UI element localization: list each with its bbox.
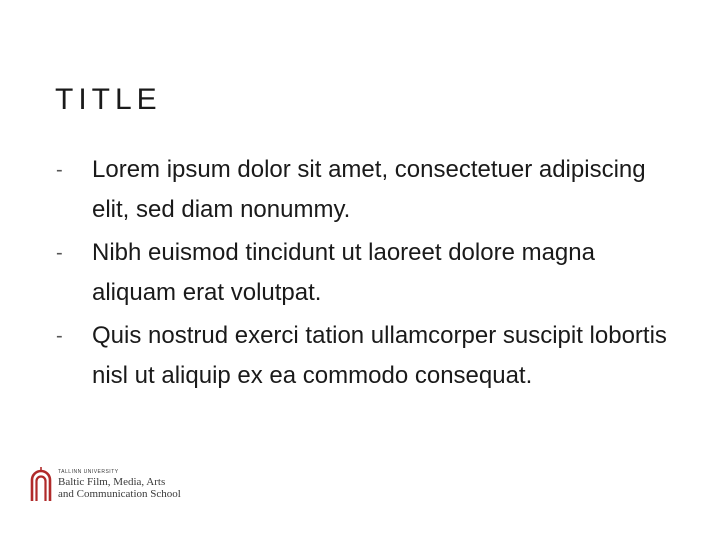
slide-title: TITLE: [55, 83, 162, 116]
bullet-marker: -: [56, 242, 63, 264]
logo-wordmark: [58, 469, 181, 500]
bullet-text: Lorem ipsum dolor sit amet, consectetuer adipiscing elit, sed diam nonummy.: [92, 156, 646, 223]
bullet-item: [56, 316, 696, 396]
bullet-item: [56, 233, 696, 313]
logo-university: TALLINN UNIVERSITY: [58, 469, 119, 475]
bullet-text: Quis nostrud exerci tation ullamcorper suscipit lobortis nisl ut aliquip ex ea commodo consequat.: [92, 322, 667, 389]
bullet-list: [56, 150, 696, 399]
bullet-text: Nibh euismod tincidunt ut laoreet dolore magna aliquam erat volutpat.: [92, 239, 595, 306]
bullet-marker: -: [56, 325, 63, 347]
school-logo: [30, 466, 181, 502]
logo-line-1: Baltic Film, Media, Arts: [58, 476, 166, 488]
arch-emblem-icon: [30, 466, 52, 502]
logo-line-2: and Communication School: [58, 488, 181, 500]
bullet-marker: -: [56, 159, 63, 181]
bullet-item: [56, 150, 696, 230]
